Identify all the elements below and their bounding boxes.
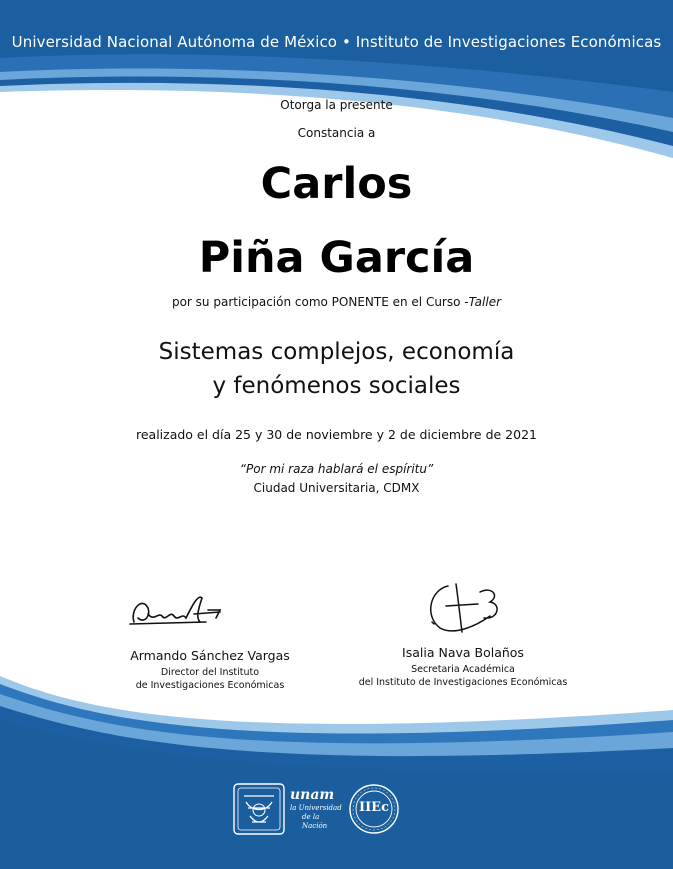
course-title-line-2: y fenómenos sociales bbox=[212, 373, 461, 399]
course-title-line-1: Sistemas complejos, economía bbox=[158, 339, 515, 365]
signer-1-role-line-1: Director del Instituto bbox=[160, 667, 260, 678]
signature-block-1 bbox=[110, 648, 310, 692]
participation-prefix: por su participación como PONENTE en el Curso - bbox=[171, 295, 469, 309]
iiec-seal bbox=[348, 783, 400, 835]
participation-italic: Taller bbox=[468, 295, 502, 309]
unam-slogan-line-2: de la Nación bbox=[302, 813, 328, 830]
signer-1-role-line-2: de Investigaciones Económicas bbox=[135, 680, 285, 691]
participation-line bbox=[0, 295, 673, 309]
event-dates: realizado el día 25 y 30 de noviembre y 2 de diciembre de 2021 bbox=[135, 427, 537, 442]
signer-2-role-line-2: del Instituto de Investigaciones Económicas bbox=[358, 677, 568, 688]
iiec-monogram: IIEc bbox=[359, 800, 389, 815]
unam-slogan-line-1: la Universidad bbox=[290, 804, 342, 812]
recipient-name-last: Piña García bbox=[198, 233, 475, 283]
place: Ciudad Universitaria, CDMX bbox=[253, 481, 420, 495]
signature-2-icon bbox=[418, 576, 508, 636]
signature-1-icon bbox=[124, 588, 228, 634]
unam-slogan-logo bbox=[290, 788, 346, 832]
unam-wordmark: unam bbox=[290, 787, 335, 803]
header-title: Universidad Nacional Autónoma de México • Instituto de Investigaciones Económicas bbox=[11, 33, 662, 51]
signature-block-2 bbox=[340, 645, 586, 689]
signer-2-role-line-1: Secretaria Académica bbox=[411, 664, 515, 675]
motto: “Por mi raza hablará el espíritu” bbox=[239, 462, 434, 476]
signer-1-name: Armando Sánchez Vargas bbox=[130, 648, 290, 663]
recipient-name-first: Carlos bbox=[260, 159, 413, 209]
intro-line-1: Otorga la presente bbox=[280, 98, 393, 112]
unam-seal-icon bbox=[232, 782, 286, 836]
intro-line-2: Constancia a bbox=[297, 126, 376, 140]
signer-2-name: Isalia Nava Bolaños bbox=[402, 645, 524, 660]
